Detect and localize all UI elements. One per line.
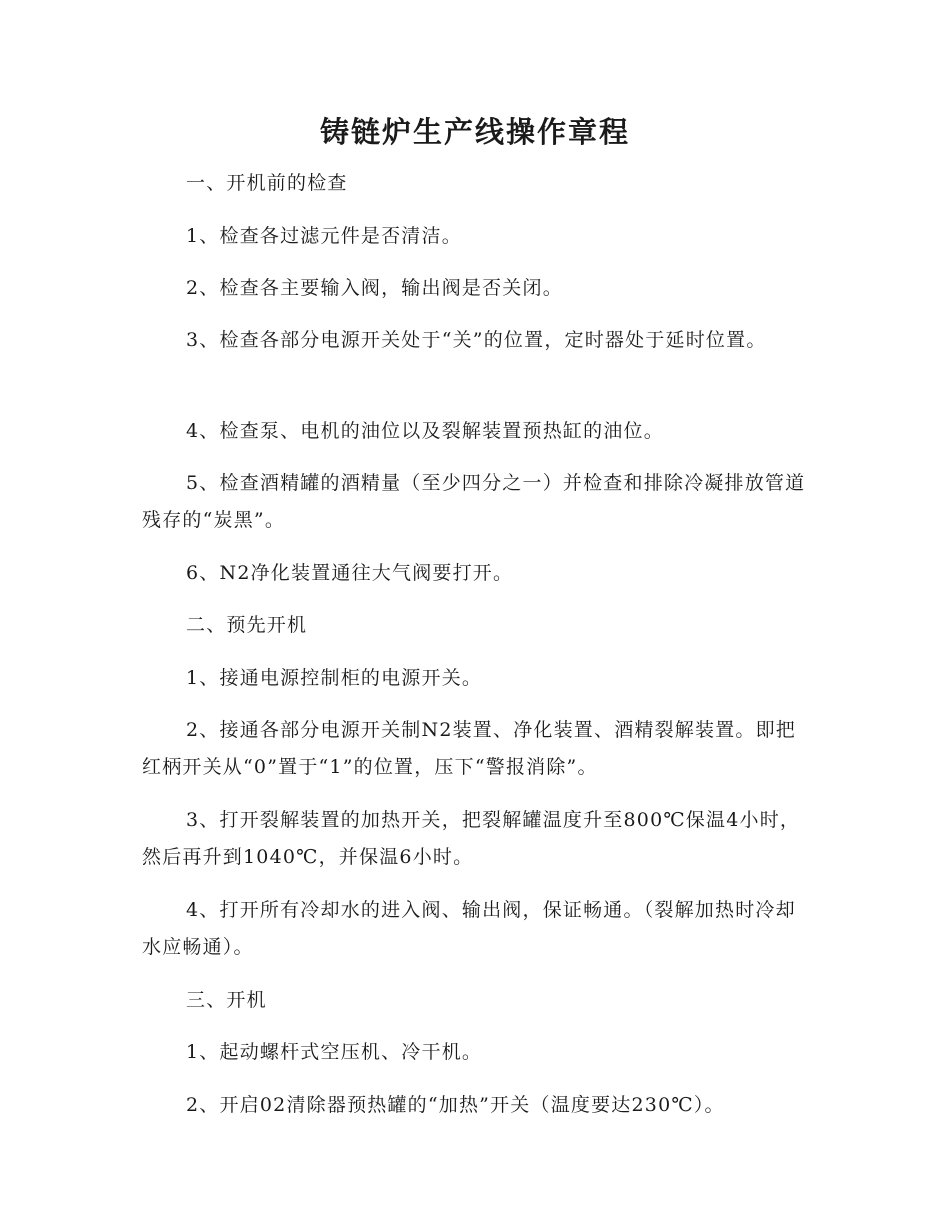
paragraph-item: 2、开启02清除器预热罐的“加热”开关（温度要达230℃）。 [186, 1094, 725, 1116]
paragraph-item: 6、N2净化装置通往大气阀要打开。 [186, 562, 514, 584]
paragraph-item: 1、检查各过滤元件是否清洁。 [186, 225, 462, 247]
paragraph-item: 5、检查酒精罐的酒精量（至少四分之一）并检查和排除冷凝排放管道残存的“炭黑”。 [142, 472, 806, 531]
paragraph-item: 3、打开裂解装置的加热开关，把裂解罐温度升至800℃保温4小时，然后再升到1040℃，并保温6小时。 [142, 809, 801, 868]
paragraph-item: 3、检查各部分电源开关处于“关”的位置，定时器处于延时位置。 [186, 329, 767, 351]
section-heading-pre-start: 二、预先开机 [186, 614, 308, 636]
paragraph-item: 4、检查泵、电机的油位以及裂解装置预热缸的油位。 [186, 420, 664, 442]
paragraph-item: 1、接通电源控制柜的电源开关。 [186, 667, 483, 689]
paragraph-item: 1、起动螺杆式空压机、冷干机。 [186, 1041, 483, 1063]
section-heading-start: 三、开机 [186, 989, 267, 1011]
paragraph-item: 4、打开所有冷却水的进入阀、输出阀，保证畅通。（裂解加热时冷却水应畅通）。 [142, 899, 796, 958]
section-heading-pre-start-check: 一、开机前的检查 [186, 172, 348, 194]
paragraph-item: 2、检查各主要输入阀，输出阀是否关闭。 [186, 277, 563, 299]
paragraph-item: 2、接通各部分电源开关制N2装置、净化装置、酒精裂解装置。即把红柄开关从“0”置于“1”的位置，压下“警报消除”。 [142, 719, 797, 778]
document-title: 铸链炉生产线操作章程 [319, 115, 630, 149]
